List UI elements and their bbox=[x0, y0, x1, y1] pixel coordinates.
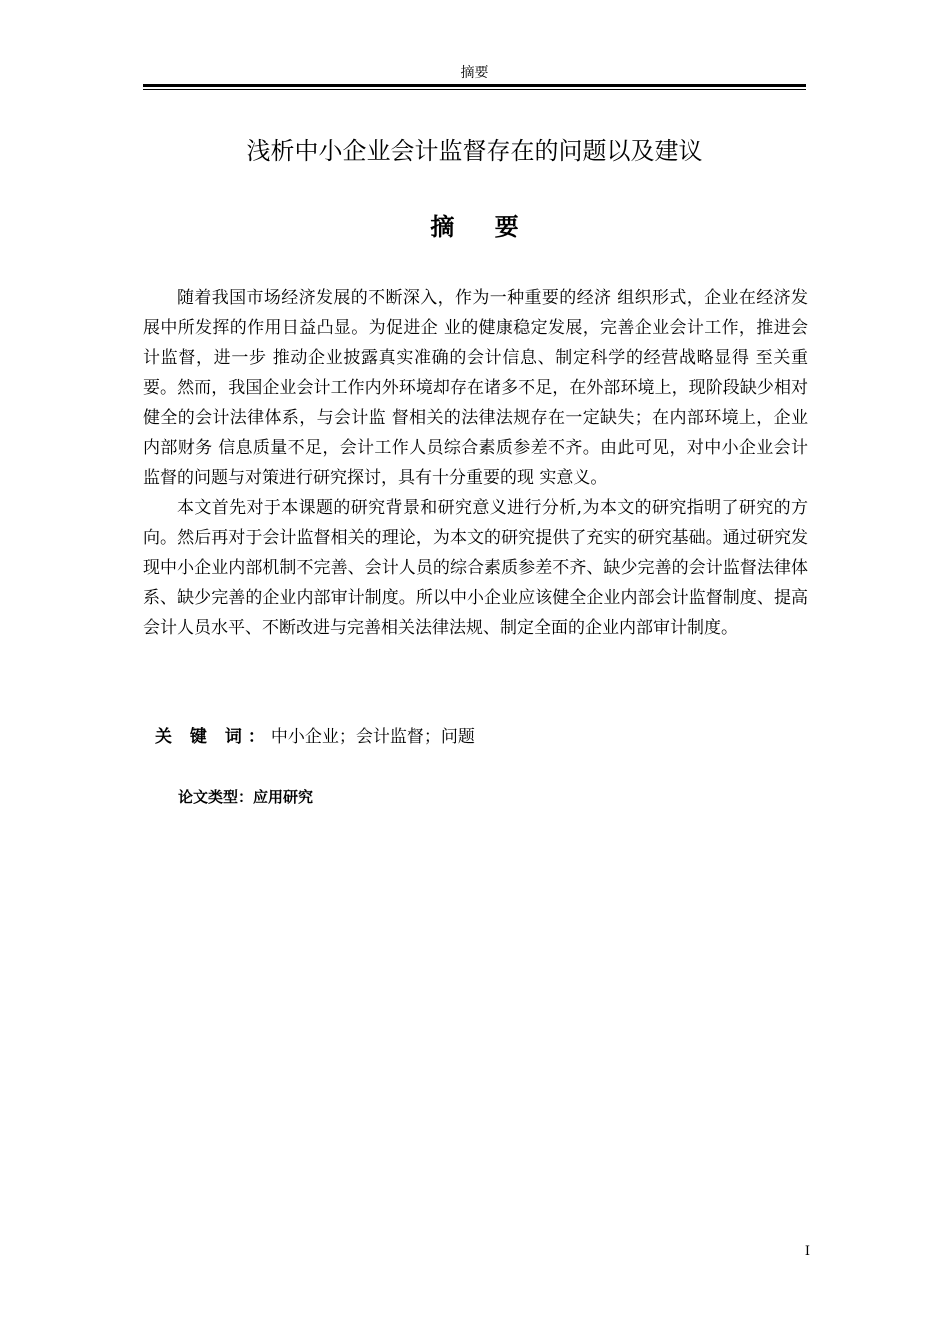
paper-type-value: 应用研究 bbox=[253, 788, 314, 806]
header-rule-thick bbox=[143, 84, 806, 87]
abstract-body bbox=[143, 283, 808, 643]
keywords-line bbox=[143, 722, 806, 752]
paper-type-label: 论文类型： bbox=[178, 788, 254, 806]
document-title: 浅析中小企业会计监督存在的问题以及建议 bbox=[246, 137, 703, 165]
running-header: 摘要 bbox=[460, 65, 489, 81]
keywords-value: 中小企业；会计监督；问题 bbox=[270, 727, 475, 747]
keywords-label: 关 键 词： bbox=[155, 727, 271, 747]
paper-type-line bbox=[178, 786, 313, 808]
abstract-paragraph-2: 本文首先对于本课题的研究背景和研究意义进行分析,为本文的研究指明了研究的方向。然后再对于会计监督相关的理论，为本文的研究提供了充实的研究基础。通过研究发现中小企业内部机制不完善、会计人员的综合素质参差不齐、缺少完善的会计监督法律体系、缺少完善的企业内部审计制度。所以中小企业应该健全企业内部会计监督制度、提高会计人员水平、不断改进与完善相关法律法规、制定全面的企业内部审计制度。 bbox=[143, 498, 808, 638]
page-number: I bbox=[804, 1244, 810, 1259]
abstract-paragraph-1: 随着我国市场经济发展的不断深入，作为一种重要的经济 组织形式，企业在经济发展中所发挥的作用日益凸显。为促进企 业的健康稳定发展，完善企业会计工作，推进会计监督，进一步 推动企业披露真实准确的会计信息、制定科学的经营战略显得 至关重要。然而，我国企业会计工作内外环境却存在诸多不足，在外部环境上，现阶段缺少相对健全的会计法律体系，与会计监 督相关的法律法规存在一定缺失；在内部环境上，企业内部财务 信息质量不足，会计工作人员综合素质参差不齐。由此可见，对中小企业会计监督的问题与对策进行研究探讨，具有十分重要的现 实意义。 bbox=[143, 288, 808, 488]
abstract-heading: 摘 要 bbox=[430, 213, 535, 241]
header-rule-thin bbox=[143, 89, 806, 90]
